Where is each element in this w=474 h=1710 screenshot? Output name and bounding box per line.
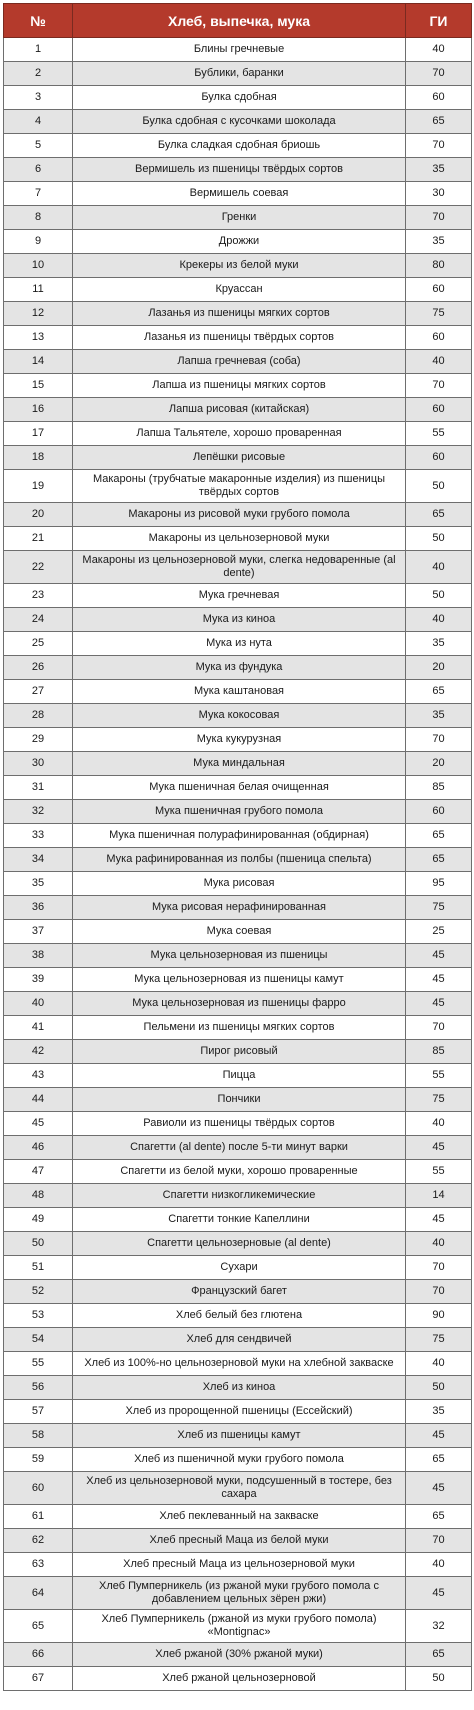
table-row (4, 326, 472, 350)
table-row (4, 182, 472, 206)
table-row (4, 1016, 472, 1040)
table-row (4, 1208, 472, 1232)
row-gi-value: 40 (406, 1112, 472, 1136)
row-number: 20 (4, 503, 73, 527)
row-number: 40 (4, 992, 73, 1016)
table-row (4, 1472, 472, 1505)
table-row (4, 608, 472, 632)
row-product: Мука кукурузная (73, 728, 406, 752)
row-product: Вермишель из пшеницы твёрдых сортов (73, 158, 406, 182)
row-product: Мука цельнозерновая из пшеницы (73, 944, 406, 968)
row-number: 12 (4, 302, 73, 326)
row-product: Мука миндальная (73, 752, 406, 776)
row-gi-value: 45 (406, 944, 472, 968)
table-row (4, 1064, 472, 1088)
table-row (4, 1304, 472, 1328)
row-product: Макароны (трубчатые макаронные изделия) из пшеницы твёрдых сортов (73, 470, 406, 503)
row-product: Вермишель соевая (73, 182, 406, 206)
row-gi-value: 40 (406, 551, 472, 584)
row-product: Лапша Тальятеле, хорошо проваренная (73, 422, 406, 446)
table-row (4, 656, 472, 680)
row-product: Лапша из пшеницы мягких сортов (73, 374, 406, 398)
row-number: 59 (4, 1448, 73, 1472)
row-product: Бублики, баранки (73, 62, 406, 86)
table-row (4, 584, 472, 608)
table-row (4, 470, 472, 503)
table-row (4, 728, 472, 752)
row-product: Хлеб пресный Маца из цельнозерновой муки (73, 1553, 406, 1577)
row-gi-value: 45 (406, 1577, 472, 1610)
row-gi-value: 70 (406, 1256, 472, 1280)
row-gi-value: 65 (406, 848, 472, 872)
table-row (4, 1376, 472, 1400)
row-number: 57 (4, 1400, 73, 1424)
row-gi-value: 20 (406, 656, 472, 680)
row-number: 47 (4, 1160, 73, 1184)
table-row (4, 1553, 472, 1577)
row-number: 4 (4, 110, 73, 134)
row-product: Хлеб из киноа (73, 1376, 406, 1400)
row-gi-value: 35 (406, 704, 472, 728)
row-gi-value: 35 (406, 230, 472, 254)
row-gi-value: 60 (406, 800, 472, 824)
table-row (4, 1232, 472, 1256)
gi-table (3, 3, 472, 1691)
row-number: 5 (4, 134, 73, 158)
row-gi-value: 65 (406, 680, 472, 704)
row-number: 58 (4, 1424, 73, 1448)
table-row (4, 1280, 472, 1304)
row-product: Мука кокосовая (73, 704, 406, 728)
row-number: 37 (4, 920, 73, 944)
row-gi-value: 85 (406, 1040, 472, 1064)
table-row (4, 230, 472, 254)
table-row (4, 278, 472, 302)
row-gi-value: 35 (406, 158, 472, 182)
table-row (4, 1643, 472, 1667)
table-row (4, 896, 472, 920)
row-product: Хлеб пеклеванный на закваске (73, 1505, 406, 1529)
row-number: 13 (4, 326, 73, 350)
row-number: 41 (4, 1016, 73, 1040)
table-row (4, 1610, 472, 1643)
row-product: Хлеб из 100%-но цельнозерновой муки на хлебной закваске (73, 1352, 406, 1376)
row-product: Дрожжи (73, 230, 406, 254)
table-row (4, 446, 472, 470)
row-number: 46 (4, 1136, 73, 1160)
row-gi-value: 45 (406, 992, 472, 1016)
row-number: 53 (4, 1304, 73, 1328)
row-product: Лапша рисовая (китайская) (73, 398, 406, 422)
row-product: Мука пшеничная белая очищенная (73, 776, 406, 800)
table-row (4, 62, 472, 86)
row-gi-value: 40 (406, 38, 472, 62)
row-product: Лазанья из пшеницы мягких сортов (73, 302, 406, 326)
table-row (4, 776, 472, 800)
header-num: № (4, 4, 73, 38)
row-number: 48 (4, 1184, 73, 1208)
row-gi-value: 65 (406, 824, 472, 848)
row-gi-value: 75 (406, 1328, 472, 1352)
row-gi-value: 45 (406, 1136, 472, 1160)
table-row (4, 206, 472, 230)
table-row (4, 254, 472, 278)
table-header-row (4, 4, 472, 38)
row-gi-value: 70 (406, 62, 472, 86)
row-product: Лепёшки рисовые (73, 446, 406, 470)
row-number: 10 (4, 254, 73, 278)
table-row (4, 848, 472, 872)
table-row (4, 1448, 472, 1472)
table-row (4, 752, 472, 776)
row-number: 51 (4, 1256, 73, 1280)
table-row (4, 302, 472, 326)
row-product: Сухари (73, 1256, 406, 1280)
table-row (4, 920, 472, 944)
row-gi-value: 65 (406, 503, 472, 527)
table-row (4, 158, 472, 182)
row-product: Хлеб Пумперникель (ржаной из муки грубого помола) «Montignac» (73, 1610, 406, 1643)
table-row (4, 1136, 472, 1160)
row-gi-value: 55 (406, 1064, 472, 1088)
row-number: 56 (4, 1376, 73, 1400)
row-gi-value: 70 (406, 1280, 472, 1304)
row-gi-value: 45 (406, 1472, 472, 1505)
row-product: Булка сдобная с кусочками шоколада (73, 110, 406, 134)
row-product: Мука из нута (73, 632, 406, 656)
row-gi-value: 70 (406, 374, 472, 398)
row-number: 15 (4, 374, 73, 398)
row-product: Круассан (73, 278, 406, 302)
row-number: 1 (4, 38, 73, 62)
row-number: 38 (4, 944, 73, 968)
row-gi-value: 75 (406, 1088, 472, 1112)
row-number: 32 (4, 800, 73, 824)
row-product: Мука рисовая нерафинированная (73, 896, 406, 920)
row-number: 36 (4, 896, 73, 920)
row-number: 8 (4, 206, 73, 230)
row-product: Мука рисовая (73, 872, 406, 896)
table-row (4, 1112, 472, 1136)
row-number: 14 (4, 350, 73, 374)
row-product: Мука каштановая (73, 680, 406, 704)
table-row (4, 944, 472, 968)
row-gi-value: 85 (406, 776, 472, 800)
row-product: Крекеры из белой муки (73, 254, 406, 278)
table-row (4, 1577, 472, 1610)
row-number: 35 (4, 872, 73, 896)
table-row (4, 704, 472, 728)
table-row (4, 1667, 472, 1691)
row-gi-value: 40 (406, 1232, 472, 1256)
table-row (4, 398, 472, 422)
row-number: 11 (4, 278, 73, 302)
row-gi-value: 40 (406, 1553, 472, 1577)
row-product: Лазанья из пшеницы твёрдых сортов (73, 326, 406, 350)
row-gi-value: 55 (406, 1160, 472, 1184)
row-gi-value: 70 (406, 134, 472, 158)
table-row (4, 1256, 472, 1280)
row-gi-value: 50 (406, 470, 472, 503)
row-gi-value: 75 (406, 302, 472, 326)
row-gi-value: 20 (406, 752, 472, 776)
table-row (4, 1184, 472, 1208)
row-product: Лапша гречневая (соба) (73, 350, 406, 374)
row-product: Хлеб для сендвичей (73, 1328, 406, 1352)
row-gi-value: 35 (406, 632, 472, 656)
row-product: Гренки (73, 206, 406, 230)
row-product: Спагетти из белой муки, хорошо проваренные (73, 1160, 406, 1184)
row-gi-value: 35 (406, 1400, 472, 1424)
row-gi-value: 70 (406, 728, 472, 752)
table-row (4, 350, 472, 374)
row-product: Равиоли из пшеницы твёрдых сортов (73, 1112, 406, 1136)
row-product: Мука пшеничная грубого помола (73, 800, 406, 824)
row-gi-value: 60 (406, 446, 472, 470)
table-row (4, 1352, 472, 1376)
table-row (4, 992, 472, 1016)
row-gi-value: 60 (406, 86, 472, 110)
row-product: Хлеб ржаной (30% ржаной муки) (73, 1643, 406, 1667)
row-number: 18 (4, 446, 73, 470)
row-product: Булка сладкая сдобная бриошь (73, 134, 406, 158)
row-number: 19 (4, 470, 73, 503)
table-body (4, 38, 472, 1691)
table-row (4, 551, 472, 584)
row-gi-value: 60 (406, 278, 472, 302)
table-row (4, 1328, 472, 1352)
table-row (4, 1088, 472, 1112)
row-gi-value: 70 (406, 206, 472, 230)
row-product: Спагетти тонкие Капеллини (73, 1208, 406, 1232)
row-product: Мука пшеничная полурафинированная (обдирная) (73, 824, 406, 848)
row-gi-value: 65 (406, 1505, 472, 1529)
header-gi: ГИ (406, 4, 472, 38)
row-gi-value: 55 (406, 422, 472, 446)
row-number: 52 (4, 1280, 73, 1304)
row-product: Хлеб пресный Маца из белой муки (73, 1529, 406, 1553)
row-gi-value: 95 (406, 872, 472, 896)
row-product: Спагетти низкогликемические (73, 1184, 406, 1208)
row-number: 49 (4, 1208, 73, 1232)
row-gi-value: 40 (406, 1352, 472, 1376)
row-product: Мука из киноа (73, 608, 406, 632)
row-product: Мука гречневая (73, 584, 406, 608)
row-product: Мука цельнозерновая из пшеницы фарро (73, 992, 406, 1016)
table-row (4, 1040, 472, 1064)
row-product: Макароны из цельнозерновой муки (73, 527, 406, 551)
row-gi-value: 45 (406, 968, 472, 992)
row-number: 62 (4, 1529, 73, 1553)
table-row (4, 1505, 472, 1529)
row-gi-value: 30 (406, 182, 472, 206)
row-gi-value: 25 (406, 920, 472, 944)
table-row (4, 968, 472, 992)
table-row (4, 872, 472, 896)
row-gi-value: 40 (406, 350, 472, 374)
row-number: 44 (4, 1088, 73, 1112)
row-product: Хлеб из пророщенной пшеницы (Ессейский) (73, 1400, 406, 1424)
row-number: 6 (4, 158, 73, 182)
row-number: 30 (4, 752, 73, 776)
row-gi-value: 14 (406, 1184, 472, 1208)
row-product: Пончики (73, 1088, 406, 1112)
row-number: 7 (4, 182, 73, 206)
table-row (4, 800, 472, 824)
row-gi-value: 32 (406, 1610, 472, 1643)
row-product: Хлеб из пшеничной муки грубого помола (73, 1448, 406, 1472)
row-product: Спагетти (al dente) после 5-ти минут варки (73, 1136, 406, 1160)
row-product: Блины гречневые (73, 38, 406, 62)
table-row (4, 110, 472, 134)
row-gi-value: 70 (406, 1529, 472, 1553)
row-number: 65 (4, 1610, 73, 1643)
row-product: Пельмени из пшеницы мягких сортов (73, 1016, 406, 1040)
row-number: 17 (4, 422, 73, 446)
row-number: 50 (4, 1232, 73, 1256)
row-number: 55 (4, 1352, 73, 1376)
table-row (4, 527, 472, 551)
table-row (4, 680, 472, 704)
row-product: Хлеб белый без глютена (73, 1304, 406, 1328)
row-number: 27 (4, 680, 73, 704)
table-row (4, 86, 472, 110)
row-number: 2 (4, 62, 73, 86)
row-number: 39 (4, 968, 73, 992)
gi-table-wrapper (3, 3, 471, 1691)
table-row (4, 38, 472, 62)
table-row (4, 503, 472, 527)
row-product: Хлеб из пшеницы камут (73, 1424, 406, 1448)
header-name: Хлеб, выпечка, мука (73, 4, 406, 38)
row-number: 22 (4, 551, 73, 584)
row-number: 60 (4, 1472, 73, 1505)
row-product: Французский багет (73, 1280, 406, 1304)
row-gi-value: 50 (406, 1667, 472, 1691)
row-gi-value: 75 (406, 896, 472, 920)
row-number: 54 (4, 1328, 73, 1352)
row-product: Пирог рисовый (73, 1040, 406, 1064)
row-number: 45 (4, 1112, 73, 1136)
row-gi-value: 45 (406, 1208, 472, 1232)
row-product: Макароны из цельнозерновой муки, слегка недоваренные (al dente) (73, 551, 406, 584)
table-row (4, 1400, 472, 1424)
table-row (4, 422, 472, 446)
row-number: 31 (4, 776, 73, 800)
row-gi-value: 65 (406, 110, 472, 134)
row-number: 3 (4, 86, 73, 110)
row-gi-value: 90 (406, 1304, 472, 1328)
row-number: 67 (4, 1667, 73, 1691)
row-product: Хлеб ржаной цельнозерновой (73, 1667, 406, 1691)
table-row (4, 1529, 472, 1553)
row-number: 25 (4, 632, 73, 656)
row-product: Мука цельнозерновая из пшеницы камут (73, 968, 406, 992)
row-number: 43 (4, 1064, 73, 1088)
row-gi-value: 50 (406, 584, 472, 608)
row-gi-value: 40 (406, 608, 472, 632)
row-product: Хлеб из цельнозерновой муки, подсушенный в тостере, без сахара (73, 1472, 406, 1505)
table-row (4, 374, 472, 398)
table-row (4, 1424, 472, 1448)
row-product: Мука рафинированная из полбы (пшеница спельта) (73, 848, 406, 872)
row-product: Булка сдобная (73, 86, 406, 110)
row-number: 24 (4, 608, 73, 632)
table-row (4, 824, 472, 848)
row-number: 28 (4, 704, 73, 728)
row-gi-value: 45 (406, 1424, 472, 1448)
row-number: 63 (4, 1553, 73, 1577)
row-number: 29 (4, 728, 73, 752)
row-number: 34 (4, 848, 73, 872)
row-number: 66 (4, 1643, 73, 1667)
row-number: 61 (4, 1505, 73, 1529)
row-number: 64 (4, 1577, 73, 1610)
row-gi-value: 65 (406, 1448, 472, 1472)
table-row (4, 632, 472, 656)
row-product: Макароны из рисовой муки грубого помола (73, 503, 406, 527)
row-product: Пицца (73, 1064, 406, 1088)
row-product: Спагетти цельнозерновые (al dente) (73, 1232, 406, 1256)
row-number: 16 (4, 398, 73, 422)
row-gi-value: 60 (406, 326, 472, 350)
row-gi-value: 70 (406, 1016, 472, 1040)
row-gi-value: 60 (406, 398, 472, 422)
table-row (4, 134, 472, 158)
row-product: Мука соевая (73, 920, 406, 944)
row-number: 9 (4, 230, 73, 254)
row-product: Мука из фундука (73, 656, 406, 680)
row-gi-value: 80 (406, 254, 472, 278)
row-gi-value: 50 (406, 527, 472, 551)
row-gi-value: 65 (406, 1643, 472, 1667)
row-number: 42 (4, 1040, 73, 1064)
row-number: 33 (4, 824, 73, 848)
row-number: 21 (4, 527, 73, 551)
row-number: 26 (4, 656, 73, 680)
row-gi-value: 50 (406, 1376, 472, 1400)
table-row (4, 1160, 472, 1184)
row-product: Хлеб Пумперникель (из ржаной муки грубого помола с добавлением цельных зёрен ржи) (73, 1577, 406, 1610)
row-number: 23 (4, 584, 73, 608)
